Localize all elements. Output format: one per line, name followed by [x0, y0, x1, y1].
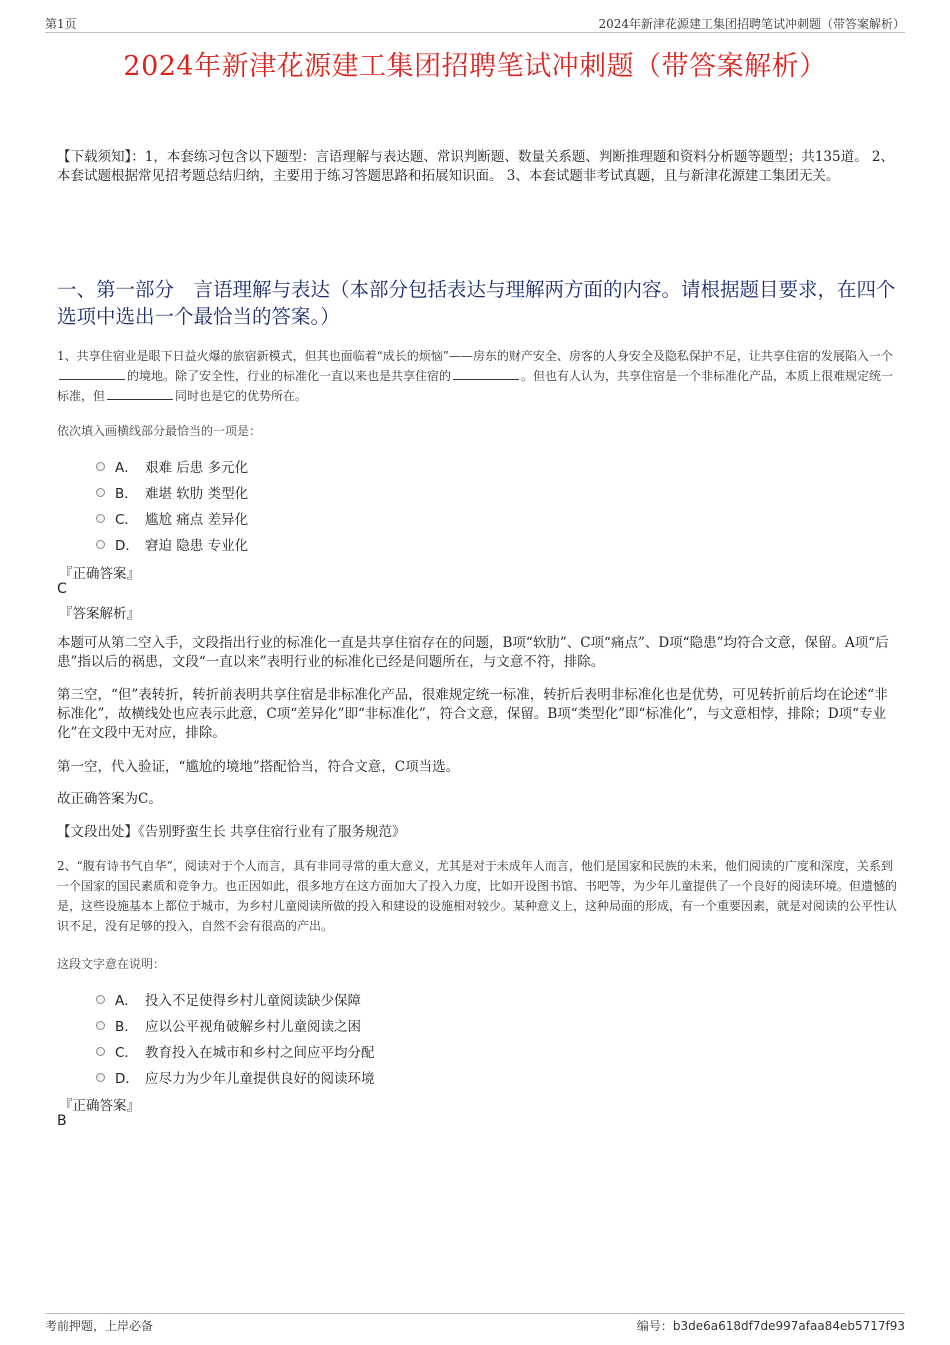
footer-slogan: 考前押题，上岸必备 — [45, 1319, 154, 1333]
option-a[interactable] — [96, 453, 696, 479]
option-b[interactable] — [96, 1012, 696, 1038]
option-key: B． — [115, 486, 138, 502]
option-key: B． — [115, 1019, 138, 1035]
option-d[interactable] — [96, 531, 696, 557]
q1-text-1: 1、共享住宿业是眼下日益火爆的旅宿新模式，但其也面临着“成长的烦恼”——房东的财产安全、房客的人身安全及隐私保护不足，让共享住宿的发展陷入一个 — [57, 349, 893, 363]
question-1-prompt: 依次填入画横线部分最恰当的一项是： — [57, 424, 262, 438]
question-2-prompt: 这段文字意在说明： — [57, 957, 166, 971]
option-text: 投入不足使得乡村儿童阅读缺少保障 — [145, 993, 361, 1009]
option-key: A． — [115, 460, 138, 476]
code-label: 编号： — [636, 1319, 673, 1333]
fill-blank — [453, 367, 519, 380]
radio-icon[interactable] — [96, 488, 105, 497]
fill-blank — [107, 387, 173, 400]
option-text: 教育投入在城市和乡村之间应平均分配 — [145, 1045, 375, 1061]
option-key: D． — [115, 538, 139, 554]
radio-icon[interactable] — [96, 514, 105, 523]
page-number: 第1页 — [45, 17, 77, 31]
radio-icon[interactable] — [96, 540, 105, 549]
question-2-stem: 2、“腹有诗书气自华”，阅读对于个人而言，具有非同寻常的重大意义，尤其是对于未成年人而言，他们是国家和民族的未来，他们阅读的广度和深度，关系到一个国家的国民素质和竞争力。也正因如此，很多地方在这方面加大了投入力度，比如开设图书馆、书吧等，为少年儿童提供了一个良好的阅读环境。但遗憾的是，这些设施基本上都位于城市，为乡村儿童阅读所做的投入和建设的设施相对较少。某种意义上，这种局面的形成，有一个重要因素，就是对阅读的公平性认识不足，没有足够的投入，自然不会有很高的产出。 — [57, 859, 898, 933]
option-key: D． — [115, 1071, 139, 1087]
analysis-paragraph: 第一空，代入验证，“尴尬的境地”搭配恰当，符合文意，C项当选。 — [57, 759, 460, 775]
footer-code — [637, 1317, 905, 1334]
radio-icon[interactable] — [96, 995, 105, 1004]
option-key: A． — [115, 993, 138, 1009]
option-key: C． — [115, 512, 138, 528]
option-d[interactable] — [96, 1064, 696, 1090]
header-doc-title: 2024年新津花源建工集团招聘笔试冲刺题（带答案解析） — [598, 17, 905, 31]
fill-blank — [59, 367, 125, 380]
answer-label: 『正确答案』 — [59, 566, 140, 582]
q1-text-4: 同时也是它的优势所在。 — [175, 389, 308, 403]
radio-icon[interactable] — [96, 1073, 105, 1082]
download-notice: 【下载须知】：1，本套练习包含以下题型：言语理解与表达题、常识判断题、数量关系题、判断推理题和资料分析题等题型；共135道。 2、本套试题根据常见招考题总结归纳，主要用于练习答题思路和拓展知识面。 3、本套试题非考试真题，且与新津花源建工集团无关。 — [57, 149, 894, 184]
option-text: 窘迫 隐患 专业化 — [145, 538, 249, 554]
analysis-paragraph: 本题可从第二空入手，文段指出行业的标准化一直是共享住宿存在的问题，B项“软肋”、C项“痛点”、D项“隐患”均符合文意，保留。A项“后患”指以后的祸患，文段“一直以来”表明行业的标准化已经是问题所在，与文意不符，排除。 — [57, 635, 889, 670]
analysis-label: 『答案解析』 — [59, 606, 140, 622]
radio-icon[interactable] — [96, 1021, 105, 1030]
option-c[interactable] — [96, 1038, 696, 1064]
option-text: 难堪 软肋 类型化 — [145, 486, 249, 502]
option-text: 应尽力为少年儿童提供良好的阅读环境 — [145, 1071, 375, 1087]
option-c[interactable] — [96, 505, 696, 531]
code-value: b3de6a618df7de997afaa84eb5717f93 — [672, 1319, 905, 1333]
page-footer — [45, 1313, 905, 1334]
option-text: 应以公平视角破解乡村儿童阅读之困 — [145, 1019, 361, 1035]
correct-answer: C — [57, 581, 67, 597]
option-key: C． — [115, 1045, 138, 1061]
q1-text-2: 的境地。除了安全性，行业的标准化一直以来也是共享住宿的 — [127, 369, 452, 383]
analysis-paragraph: 故正确答案为C。 — [57, 791, 162, 807]
answer-label: 『正确答案』 — [59, 1098, 140, 1114]
q1-text-3: 。但也有人认为，共享住宿是一个非标准化产品，本质上很难规定统一标准，但 — [57, 369, 894, 403]
radio-icon[interactable] — [96, 1047, 105, 1056]
correct-answer: B — [57, 1113, 67, 1129]
analysis-paragraph: 第三空，“但”表转折，转折前表明共享住宿是非标准化产品，很难规定统一标准，转折后表明非标准化也是优势，可见转折前后均在论述“非标准化”，故横线处也应表示此意，C项“差异化”即“非标准化”，符合文意，保留。B项“类型化”即“标准化”，与文意相悖，排除；D项“专业化”在文段中无对应，排除。 — [57, 687, 888, 741]
radio-icon[interactable] — [96, 462, 105, 471]
question-2-options — [96, 986, 696, 1090]
section-heading: 一、第一部分 言语理解与表达（本部分包括表达与理解两方面的内容。请根据题目要求，在四个选项中选出一个最恰当的答案。） — [57, 278, 896, 328]
option-b[interactable] — [96, 479, 696, 505]
option-text: 艰难 后患 多元化 — [145, 460, 249, 476]
question-1-stem — [57, 346, 897, 406]
question-1-options — [96, 453, 696, 557]
option-text: 尴尬 痛点 差异化 — [145, 512, 249, 528]
document-title: 2024年新津花源建工集团招聘笔试冲刺题（带答案解析） — [123, 51, 827, 82]
source-citation: 【文段出处】《告别野蛮生长 共享住宿行业有了服务规范》 — [57, 824, 406, 840]
option-a[interactable] — [96, 986, 696, 1012]
page-header — [45, 14, 905, 33]
